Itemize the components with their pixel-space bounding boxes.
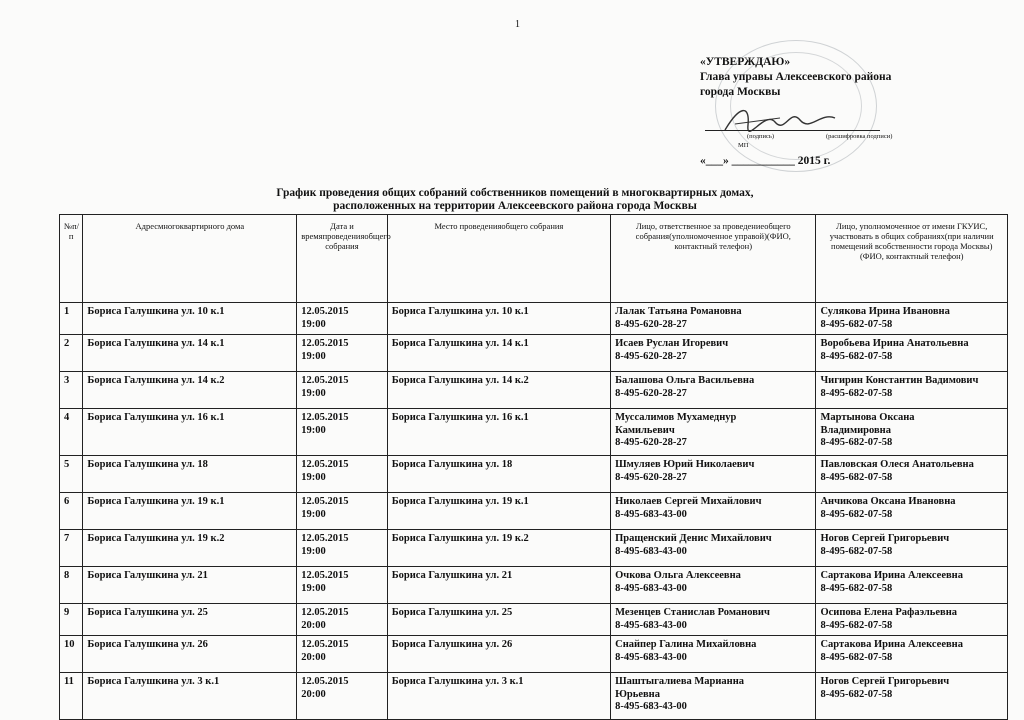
cell-responsible-text: Юрьевна (615, 688, 660, 700)
cell-number (60, 493, 83, 530)
cell-authorized-text: 8-495-682-07-58 (820, 387, 893, 399)
cell-datetime-text: 12.05.2015 (301, 306, 349, 317)
cell-number-text: 8 (64, 570, 70, 581)
cell-place (387, 636, 610, 673)
cell-authorized-text: Павловская Олеся Анатольевна (820, 459, 974, 470)
cell-place-text: Бориса Галушкина ул. 26 (391, 639, 513, 650)
cell-datetime (297, 335, 387, 372)
cell-address-text: Бориса Галушкина ул. 18 (87, 459, 208, 470)
cell-place-text: Бориса Галушкина ул. 25 (391, 607, 513, 618)
cell-authorized-text: 8-495-682-07-58 (820, 545, 893, 557)
cell-authorized-text: 8-495-682-07-58 (820, 437, 893, 448)
cell-responsible (611, 409, 816, 456)
cell-address (83, 409, 297, 456)
cell-authorized (816, 409, 1008, 456)
cell-authorized-text: Мартынова Оксана (820, 412, 915, 423)
cell-place (387, 567, 610, 604)
cell-place (387, 456, 610, 493)
cell-place (387, 530, 610, 567)
cell-number-text: 10 (64, 639, 75, 650)
cell-place-text: Бориса Галушкина ул. 10 к.1 (391, 306, 529, 317)
approval-line-2: города Москвы (700, 86, 781, 98)
cell-responsible-text: 8-495-683-43-00 (615, 508, 687, 520)
header-col-place (387, 215, 610, 303)
cell-datetime-text: 12.05.2015 (301, 375, 349, 386)
header-text: Лицо, ответственное за проведение (635, 221, 765, 231)
cell-place (387, 409, 610, 456)
cell-authorized-text: 8-495-682-07-58 (820, 688, 893, 700)
cell-datetime-text: 19:00 (301, 350, 326, 362)
cell-address-text: Бориса Галушкина ул. 14 к.1 (87, 338, 225, 349)
cell-responsible-text: Николаев Сергей Михайлович (615, 496, 762, 507)
header-text: ИС, участвовать в общих собраниях (829, 221, 988, 241)
cell-authorized-text: Сартакова Ирина Алексеевна (820, 639, 963, 650)
cell-responsible (611, 335, 816, 372)
cell-number (60, 303, 83, 335)
cell-datetime-text: 20:00 (301, 688, 326, 700)
cell-authorized (816, 567, 1008, 604)
header-text: (уполномоченное управой) (669, 231, 767, 241)
cell-datetime-text: 19:00 (301, 387, 326, 399)
cell-place-text: Бориса Галушкина ул. 19 к.2 (391, 533, 529, 544)
cell-responsible-text: Исаев Руслан Игоревич (615, 338, 729, 349)
cell-authorized-text: 8-495-682-07-58 (820, 508, 893, 520)
cell-address (83, 636, 297, 673)
cell-address-text: Бориса Галушкина ул. 19 к.2 (87, 533, 225, 544)
cell-address (83, 567, 297, 604)
cell-authorized-text: Чигирин Константин Вадимович (820, 375, 979, 386)
cell-place-text: Бориса Галушкина ул. 21 (391, 570, 513, 581)
approval-line-1: Глава управы Алексеевского района (700, 71, 892, 83)
header-col-responsible (611, 215, 816, 303)
cell-place (387, 372, 610, 409)
cell-responsible-text: Муссалимов Мухамеднур (615, 412, 737, 423)
cell-authorized (816, 456, 1008, 493)
cell-datetime-text: 19:00 (301, 471, 326, 483)
cell-number-text: 6 (64, 496, 70, 507)
cell-authorized (816, 636, 1008, 673)
approval-heading: «УТВЕРЖДАЮ» (700, 56, 791, 68)
cell-authorized (816, 335, 1008, 372)
cell-number (60, 604, 83, 636)
cell-responsible-text: 8-495-620-28-27 (615, 471, 687, 483)
cell-responsible-text: Очкова Ольга Алексеевна (615, 570, 741, 581)
cell-datetime-text: 20:00 (301, 651, 326, 663)
cell-responsible-text: Балашова Ольга Васильевна (615, 375, 755, 386)
header-col-authorized (816, 215, 1008, 303)
cell-number (60, 456, 83, 493)
schedule-table (59, 214, 1008, 720)
document-title (150, 187, 880, 213)
header-text: Адрес (135, 221, 158, 231)
cell-place-text: Бориса Галушкина ул. 3 к.1 (391, 676, 524, 687)
cell-datetime (297, 673, 387, 720)
cell-responsible-text: 8-495-620-28-27 (615, 350, 687, 362)
cell-number (60, 530, 83, 567)
cell-address-text: Бориса Галушкина ул. 16 к.1 (87, 412, 225, 423)
header-text: Лицо, уполномоченное от имени ГКУ (836, 221, 974, 231)
cell-authorized-text: Владимировна (820, 424, 891, 436)
cell-datetime-text: 19:00 (301, 545, 326, 557)
header-text: общего собрания (325, 231, 391, 251)
cell-authorized-text: Ногов Сергей Григорьевич (820, 533, 950, 544)
cell-number (60, 409, 83, 456)
header-text: п/п (68, 221, 80, 241)
header-text: собственности города Москвы) (878, 241, 993, 251)
cell-responsible-text: Пращенский Денис Михайлович (615, 533, 772, 544)
cell-datetime (297, 567, 387, 604)
cell-address (83, 335, 297, 372)
cell-address-text: Бориса Галушкина ул. 19 к.1 (87, 496, 225, 507)
table-row (60, 604, 1008, 636)
cell-authorized-text: Осипова Елена Рафаэльевна (820, 607, 957, 618)
cell-number-text: 9 (64, 607, 70, 618)
header-text: (при наличии помещений в (831, 231, 994, 251)
cell-address-text: Бориса Галушкина ул. 21 (87, 570, 208, 581)
table-row (60, 303, 1008, 335)
signature-decode-caption: (расшифровка подписи) (826, 133, 893, 140)
header-col-datetime (297, 215, 391, 303)
cell-address (83, 493, 297, 530)
cell-responsible (611, 303, 816, 335)
cell-datetime (297, 530, 387, 567)
cell-authorized (816, 673, 1008, 720)
cell-datetime-text: 12.05.2015 (301, 412, 349, 423)
header-text: общего собрания (635, 221, 791, 241)
cell-address (83, 604, 297, 636)
cell-number (60, 673, 83, 720)
approval-date: «___» ___________ 2015 г. (700, 155, 831, 167)
handwritten-signature (720, 100, 840, 138)
title-line-2: расположенных на территории Алексеевского района города Москвы (333, 200, 697, 212)
cell-responsible-text: Шмуляев Юрий Николаевич (615, 459, 755, 470)
table-row (60, 567, 1008, 604)
cell-address (83, 456, 297, 493)
approval-block (700, 55, 891, 100)
cell-responsible-text: 8-495-620-28-27 (615, 437, 687, 448)
cell-responsible-text: 8-495-683-43-00 (615, 651, 687, 663)
cell-number-text: 5 (64, 459, 70, 470)
cell-address (83, 372, 297, 409)
cell-place-text: Бориса Галушкина ул. 14 к.1 (391, 338, 529, 349)
cell-address-text: Бориса Галушкина ул. 26 (87, 639, 208, 650)
header-col-address (83, 215, 297, 303)
cell-responsible-text: 8-495-620-28-27 (615, 318, 687, 330)
header-text: проведения (322, 231, 365, 241)
cell-place (387, 303, 610, 335)
cell-authorized-text: Сулякова Ирина Ивановна (820, 306, 950, 317)
header-text: Место проведения (434, 221, 502, 231)
cell-datetime-text: 19:00 (301, 424, 326, 436)
table-row (60, 673, 1008, 720)
table-row (60, 409, 1008, 456)
cell-responsible (611, 530, 816, 567)
cell-responsible (611, 456, 816, 493)
cell-datetime (297, 493, 387, 530)
cell-number (60, 335, 83, 372)
cell-address-text: Бориса Галушкина ул. 25 (87, 607, 208, 618)
cell-responsible-text: Мезенцев Станислав Романович (615, 607, 770, 618)
cell-authorized (816, 604, 1008, 636)
cell-responsible (611, 493, 816, 530)
cell-authorized-text: Ногов Сергей Григорьевич (820, 676, 950, 687)
cell-address (83, 673, 297, 720)
cell-number (60, 372, 83, 409)
cell-datetime-text: 12.05.2015 (301, 338, 349, 349)
header-text: (ФИО, контактный телефон) (674, 231, 791, 251)
cell-number-text: 7 (64, 533, 70, 544)
header-text: (ФИО, контактный телефон) (859, 251, 964, 261)
table-row (60, 335, 1008, 372)
header-col-number (60, 215, 83, 303)
cell-number-text: 11 (64, 676, 74, 687)
cell-address (83, 530, 297, 567)
cell-datetime (297, 372, 387, 409)
cell-authorized-text: 8-495-682-07-58 (820, 582, 893, 594)
cell-authorized-text: 8-495-682-07-58 (820, 471, 893, 483)
cell-authorized-text: 8-495-682-07-58 (820, 350, 893, 362)
cell-place (387, 604, 610, 636)
cell-responsible (611, 567, 816, 604)
title-line-1: График проведения общих собраний собственников помещений в многоквартирных домах, (276, 187, 754, 199)
cell-responsible-text: Лалак Татьяна Романовна (615, 306, 742, 317)
table-row (60, 493, 1008, 530)
cell-datetime (297, 636, 387, 673)
cell-place (387, 335, 610, 372)
header-text: № (64, 221, 73, 231)
seal-label: МП (738, 142, 749, 149)
cell-address-text: Бориса Галушкина ул. 10 к.1 (87, 306, 225, 317)
cell-number-text: 1 (64, 306, 70, 317)
cell-responsible-text: 8-495-620-28-27 (615, 387, 687, 399)
cell-datetime (297, 303, 387, 335)
cell-authorized-text: 8-495-682-07-58 (820, 651, 893, 663)
cell-responsible-text: 8-495-683-43-00 (615, 545, 687, 557)
cell-datetime-text: 12.05.2015 (301, 459, 349, 470)
cell-authorized (816, 530, 1008, 567)
page-number: 1 (515, 19, 520, 30)
cell-datetime-text: 19:00 (301, 582, 326, 594)
signature-line (705, 130, 880, 131)
table-row (60, 530, 1008, 567)
cell-place-text: Бориса Галушкина ул. 14 к.2 (391, 375, 529, 386)
cell-address (83, 303, 297, 335)
cell-place (387, 673, 610, 720)
cell-datetime (297, 456, 387, 493)
cell-authorized (816, 303, 1008, 335)
cell-address-text: Бориса Галушкина ул. 14 к.2 (87, 375, 225, 386)
cell-number (60, 636, 83, 673)
cell-authorized-text: 8-495-682-07-58 (820, 318, 893, 330)
cell-responsible-text: 8-495-683-43-00 (615, 582, 687, 594)
table-body (60, 303, 1008, 720)
cell-datetime-text: 12.05.2015 (301, 607, 349, 618)
cell-datetime (297, 409, 387, 456)
cell-responsible (611, 372, 816, 409)
cell-responsible-text: Камильевич (615, 424, 675, 436)
header-text: общего собрания (501, 221, 564, 231)
cell-responsible (611, 636, 816, 673)
cell-number (60, 567, 83, 604)
cell-authorized-text: Воробьева Ирина Анатольевна (820, 338, 969, 349)
cell-datetime-text: 12.05.2015 (301, 533, 349, 544)
cell-responsible-text: 8-495-683-43-00 (615, 701, 687, 712)
cell-number-text: 3 (64, 375, 70, 386)
cell-datetime-text: 12.05.2015 (301, 570, 349, 581)
cell-place-text: Бориса Галушкина ул. 18 (391, 459, 513, 470)
cell-responsible-text: Снайпер Галина Михайловна (615, 639, 757, 650)
cell-authorized (816, 493, 1008, 530)
cell-responsible (611, 604, 816, 636)
cell-number-text: 2 (64, 338, 70, 349)
cell-responsible (611, 673, 816, 720)
signature-caption: (подпись) (747, 133, 774, 140)
cell-place-text: Бориса Галушкина ул. 16 к.1 (391, 412, 529, 423)
table-row (60, 636, 1008, 673)
cell-authorized-text: Сартакова Ирина Алексеевна (820, 570, 963, 581)
cell-datetime-text: 20:00 (301, 619, 326, 631)
header-text: Дата и время (301, 221, 354, 241)
cell-place-text: Бориса Галушкина ул. 19 к.1 (391, 496, 529, 507)
cell-datetime-text: 12.05.2015 (301, 676, 349, 687)
table-header-row (60, 215, 1008, 303)
cell-responsible-text: Шаштыгалиева Марианна (615, 676, 745, 687)
cell-authorized-text: 8-495-682-07-58 (820, 619, 893, 631)
cell-responsible-text: 8-495-683-43-00 (615, 619, 687, 631)
cell-datetime-text: 12.05.2015 (301, 639, 349, 650)
header-text: многоквартирного дома (158, 221, 245, 231)
cell-authorized (816, 372, 1008, 409)
table-row (60, 456, 1008, 493)
table-row (60, 372, 1008, 409)
cell-number-text: 4 (64, 412, 70, 423)
cell-datetime-text: 12.05.2015 (301, 496, 349, 507)
cell-authorized-text: Анчикова Оксана Ивановна (820, 496, 956, 507)
cell-datetime-text: 19:00 (301, 508, 326, 520)
cell-datetime-text: 19:00 (301, 318, 326, 330)
cell-datetime (297, 604, 387, 636)
cell-address-text: Бориса Галушкина ул. 3 к.1 (87, 676, 220, 687)
cell-place (387, 493, 610, 530)
